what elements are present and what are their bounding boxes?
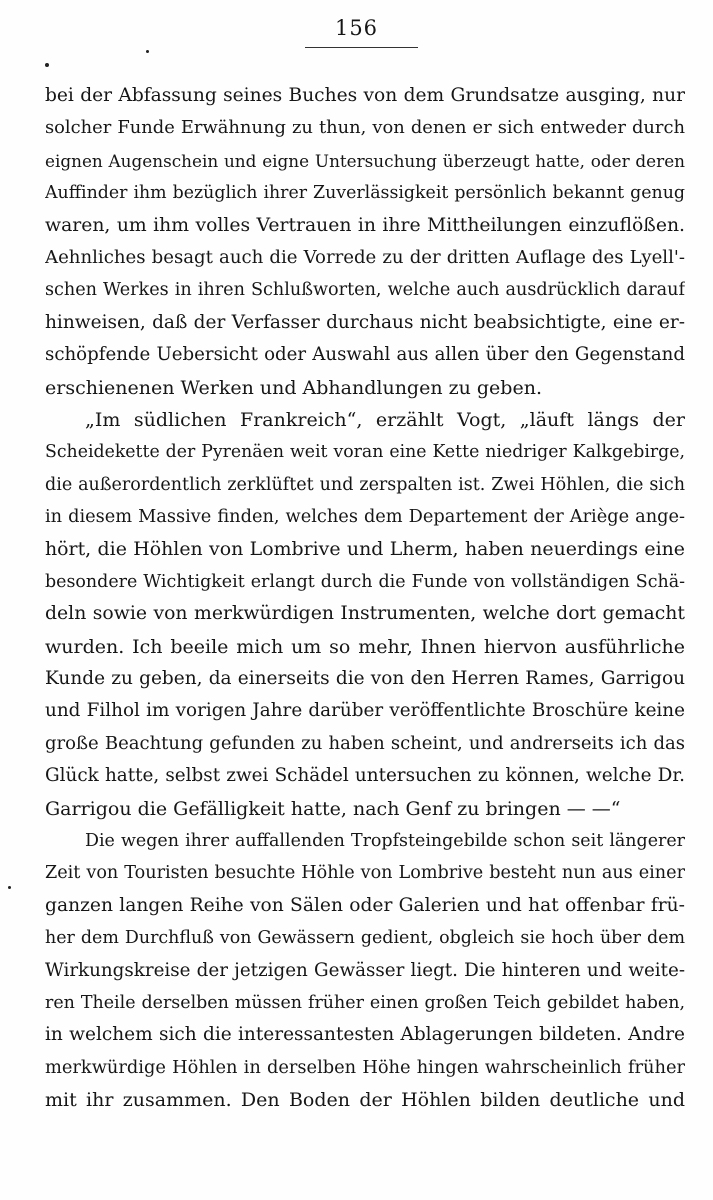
text-line: Aehnliches besagt auch die Vorrede zu der dritten Auflage des Lyell'- bbox=[45, 246, 685, 268]
text-line: hört, die Höhlen von Lombrive und Lherm, haben neuerdings eine bbox=[45, 538, 685, 561]
text-line: ren Theile derselben müssen früher einen großen Teich gebildet haben, bbox=[45, 992, 685, 1013]
text-line: Glück hatte, selbst zwei Schädel untersuchen zu können, welche Dr. bbox=[45, 765, 685, 787]
text-line: ganzen langen Reihe von Sälen oder Galerien und hat offenbar frü- bbox=[45, 894, 685, 916]
text-line: schen Werkes in ihren Schlußworten, welche auch ausdrücklich darauf bbox=[45, 280, 685, 301]
text-line: Garrigou die Gefälligkeit hatte, nach Genf zu bringen — —“ bbox=[45, 797, 621, 820]
print-speck bbox=[45, 63, 49, 67]
text-line: Auffinder ihm bezüglich ihrer Zuverlässigkeit persönlich bekannt genug bbox=[45, 183, 685, 204]
text-line: Scheidekette der Pyrenäen weit voran eine Kette niedriger Kalkgebirge, bbox=[45, 442, 685, 463]
print-speck bbox=[146, 50, 149, 53]
text-line: in welchem sich die interessantesten Ablagerungen bildeten. Andre bbox=[45, 1024, 685, 1046]
text-line: besondere Wichtigkeit erlangt durch die Funde von vollständigen Schä- bbox=[45, 571, 685, 592]
page-number-rule bbox=[305, 47, 418, 48]
text-line: erschienenen Werken und Abhandlungen zu geben. bbox=[45, 376, 542, 399]
print-speck bbox=[8, 886, 11, 889]
text-line: „Im südlichen Frankreich“, erzählt Vogt, „läuft längs der bbox=[85, 408, 685, 431]
text-line: in diesem Massive finden, welches dem Departement der Ariège ange- bbox=[45, 507, 685, 528]
text-line: solcher Funde Erwähnung zu thun, von denen er sich entweder durch bbox=[45, 117, 685, 139]
text-line: schöpfende Uebersicht oder Auswahl aus allen über den Gegenstand bbox=[45, 344, 685, 366]
text-line: bei der Abfassung seines Buches von dem Grundsatze ausging, nur bbox=[45, 85, 685, 106]
text-line: Wirkungskreise der jetzigen Gewässer liegt. Die hinteren und weite- bbox=[45, 959, 685, 981]
text-line: deln sowie von merkwürdigen Instrumenten, welche dort gemacht bbox=[45, 603, 685, 625]
text-line: merkwürdige Höhlen in derselben Höhe hingen wahrscheinlich früher bbox=[45, 1056, 685, 1078]
text-line: die außerordentlich zerklüftet und zerspalten ist. Zwei Höhlen, die sich bbox=[45, 474, 685, 495]
text-line: wurden. Ich beeile mich um so mehr, Ihnen hiervon ausführliche bbox=[45, 635, 685, 658]
text-line: mit ihr zusammen. Den Boden der Höhlen bilden deutliche und bbox=[45, 1089, 685, 1112]
text-line: Kunde zu geben, da einerseits die von den Herren Rames, Garrigou bbox=[45, 668, 685, 690]
page-number: 156 bbox=[334, 16, 379, 40]
text-line: hinweisen, daß der Verfasser durchaus nicht beabsichtigte, eine er- bbox=[45, 311, 685, 333]
text-line: Zeit von Touristen besuchte Höhle von Lombrive besteht nun aus einer bbox=[45, 863, 685, 884]
text-line: her dem Durchfluß von Gewässern gedient, obgleich sie hoch über dem bbox=[45, 928, 685, 949]
text-line: und Filhol im vorigen Jahre darüber veröffentlichte Broschüre keine bbox=[45, 700, 685, 722]
text-line: waren, um ihm volles Vertrauen in ihre Mittheilungen einzuflößen. bbox=[45, 214, 685, 236]
text-line: große Beachtung gefunden zu haben scheint, und andrerseits ich das bbox=[45, 732, 685, 754]
body-text bbox=[45, 80, 685, 1117]
text-line: Die wegen ihrer auffallenden Tropfsteingebilde schon seit längerer bbox=[85, 830, 685, 851]
text-line: eignen Augenschein und eigne Untersuchung überzeugt hatte, oder deren bbox=[45, 150, 685, 171]
